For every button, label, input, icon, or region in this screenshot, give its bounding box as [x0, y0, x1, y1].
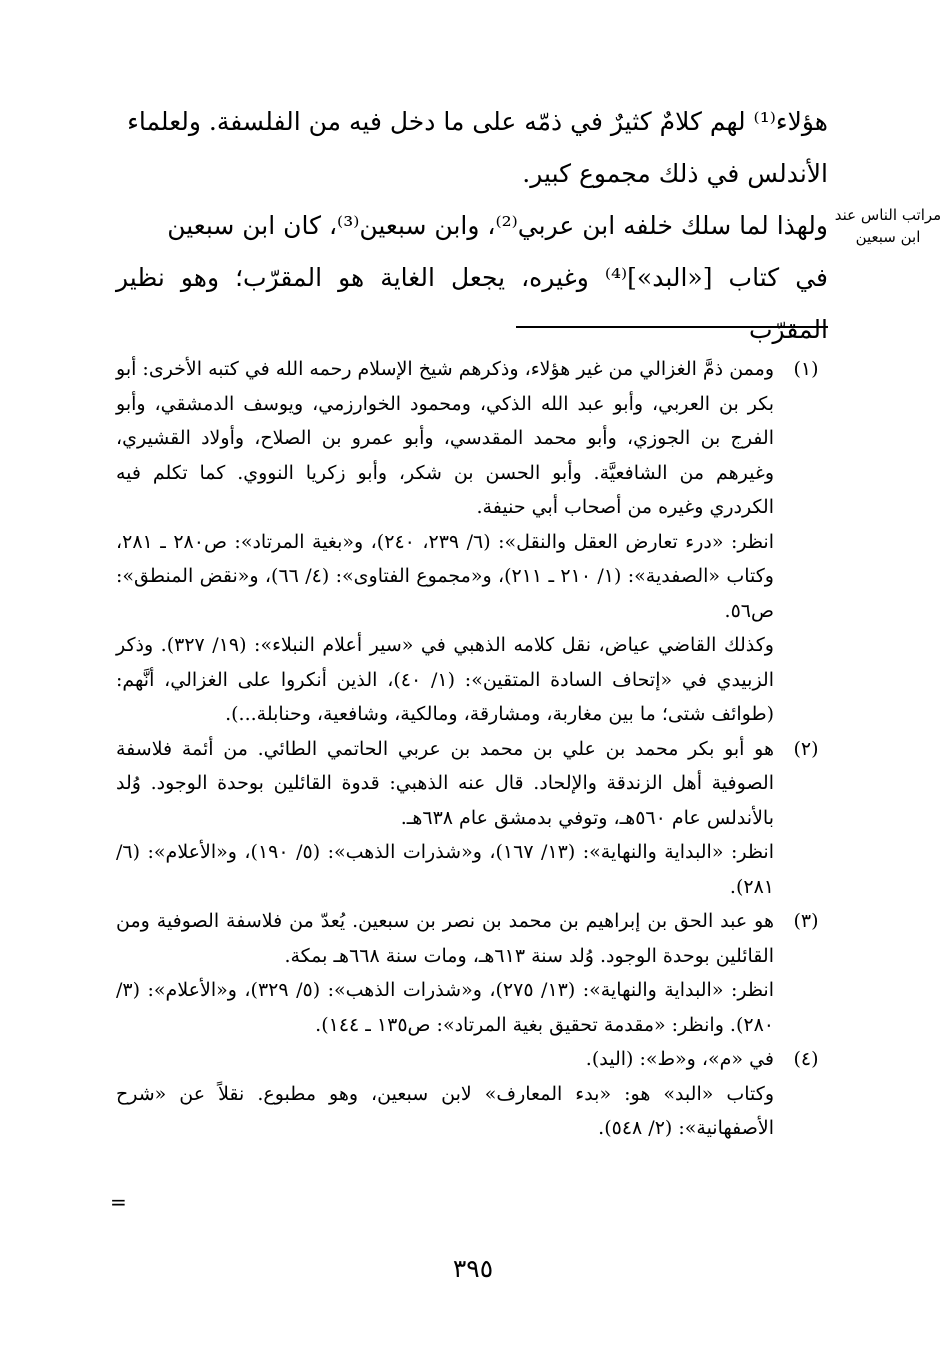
- footnote-4: [116, 1042, 828, 1146]
- footnote-paragraph: وكذلك القاضي عياض، نقل كلامه الذهبي في «سير أعلام النبلاء»: (١٩/ ٣٢٧). وذكر الزبيدي في «إتحاف السادة المتقين»: (١/ ٤٠)، الذين أنكروا على الغزالي، أنَّهم: (طوائف شتى؛ ما بين مغاربة، ومشارقة، ومالكية، وشافعية، وحنابلة...).: [116, 634, 774, 725]
- footnote-paragraph: وكتاب «البد» هو: «بدء المعارف» لابن سبعين، وهو مطبوع. نقلاً عن «شرح الأصفهانية»: (٢/ ٥٤٨).: [116, 1082, 774, 1139]
- footnotes: [116, 352, 828, 1146]
- footnote-3: [116, 904, 828, 1042]
- footnote-paragraph: انظر: «درء تعارض العقل والنقل»: (٦/ ٢٣٩، ٢٤٠)، و«بغية المرتاد»: ص٢٨٠ ـ ٢٨١، وكتاب «الصفدية»: (١/ ٢١٠ ـ ٢١١)، و«مجموع الفتاوى»: (٤/ ٦٦)، و«نقض المنطق»: ص٥٦.: [116, 530, 774, 622]
- margin-note: مراتب الناس عند ابن سبعين: [834, 206, 942, 246]
- footnote-paragraph: هو عبد الحق بن إبراهيم بن محمد بن نصر بن سبعين. يُعدّ من فلاسفة الصوفية ومن القائلين بوحدة الوجود. وُلد سنة ٦١٣هـ، ومات سنة ٦٦٨هـ بمكة.: [116, 910, 774, 967]
- continuation-mark: =: [110, 1190, 127, 1214]
- main-text: [116, 96, 828, 356]
- footnote-1: [116, 352, 828, 732]
- main-line: ولهذا لما سلك خلفه ابن عربي⁽²⁾، وابن سبعين⁽³⁾، كان ابن سبعين: [167, 211, 828, 240]
- main-line: هؤلاء⁽¹⁾ لهم كلامٌ كثيرٌ في ذمّه على ما دخل فيه من الفلسفة. ولعلماء: [127, 107, 828, 136]
- page-number: ٣٩٥: [452, 1254, 494, 1283]
- footnote-number: (٤): [793, 1048, 819, 1070]
- footnote-2: [116, 732, 828, 905]
- footnote-paragraph: وممن ذمَّ الغزالي من غير هؤلاء، وذكرهم شيخ الإسلام رحمه الله في كتبه الأخرى: أبو بكر بن العربي، وأبو عبد الله الذكي، ومحمود الخوارزمي، ويوسف الدمشقي، وأبو الفرج بن الجوزي، وأبو محمد المقدسي، وأبو عمرو بن الصلاح، وأولاد القشيري، وغيرهم من الشافعيَّة. وأبو الحسن بن شكر، وأبو زكريا النووي. كما تكلم فيه الكردري وغيره من أصحاب أبي حنيفة.: [116, 358, 774, 518]
- footnote-paragraph: هو أبو بكر محمد بن علي بن محمد بن عربي الحاتمي الطائي. من أئمة فلاسفة الصوفية أهل الزندقة والإلحاد. قال عنه الذهبي: قدوة القائلين بوحدة الوجود. وُلد بالأندلس عام ٥٦٠هـ، وتوفي بدمشق عام ٦٣٨هـ.: [116, 737, 774, 829]
- footnote-divider: [516, 326, 828, 328]
- footnote-number: (١): [793, 358, 819, 380]
- footnote-paragraph: انظر: «البداية والنهاية»: (١٣/ ١٦٧)، و«شذرات الذهب»: (٥/ ١٩٠)، و«الأعلام»: (٦/ ٢٨١).: [116, 841, 774, 898]
- main-line: الأندلس في ذلك مجموع كبير.: [522, 159, 828, 188]
- footnote-number: (٣): [793, 910, 819, 932]
- footnote-paragraph: انظر: «البداية والنهاية»: (١٣/ ٢٧٥)، و«شذرات الذهب»: (٥/ ٣٢٩)، و«الأعلام»: (٣/ ٢٨٠). وانظر: «مقدمة تحقيق بغية المرتاد»: ص١٣٥ ـ ١٤٤).: [116, 979, 774, 1036]
- main-line: في كتاب [«البد»]⁽⁴⁾ وغيره، يجعل الغاية هو المقرّب؛ وهو نظير المقرّب: [116, 263, 829, 344]
- footnote-number: (٢): [793, 737, 819, 760]
- footnote-paragraph: في «م»، و«ط»: (اليد).: [585, 1048, 774, 1070]
